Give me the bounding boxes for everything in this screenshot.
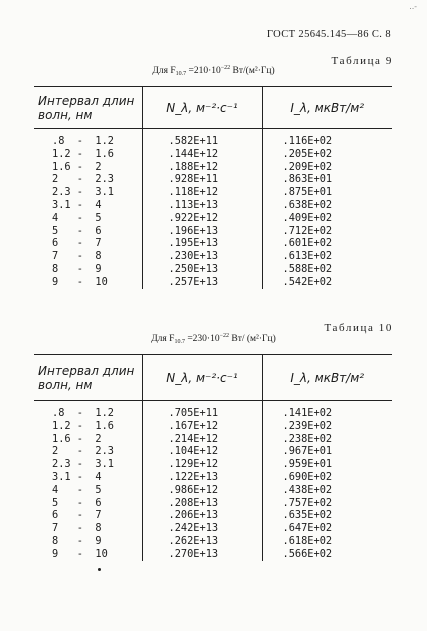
caption-value: =210·10: [186, 66, 221, 76]
table-row: [34, 263, 392, 276]
cell-interval: 8 - 9: [52, 534, 102, 547]
header-photon-flux: N_λ, м⁻²·с⁻¹: [142, 87, 262, 129]
corner-mark: ..-: [409, 2, 417, 11]
table-body: [34, 401, 392, 561]
table-row: [34, 237, 392, 250]
cell-intensity: .613E+02: [262, 250, 392, 263]
table-caption: [0, 333, 427, 345]
cell-interval: 9 - 10: [52, 275, 108, 288]
caption-exponent: −22: [219, 333, 229, 339]
caption-subscript: 10.7: [174, 339, 185, 345]
cell-photon-flux: .144E+12: [142, 148, 262, 161]
cell-interval: 2.3 - 3.1: [52, 186, 114, 199]
table-row: [34, 250, 392, 263]
cell-photon-flux: .196E+13: [142, 225, 262, 238]
cell-interval: 2 - 2.3: [52, 445, 114, 458]
header-interval: Интервал длин волн, нм: [34, 87, 142, 129]
table-row: [34, 401, 392, 420]
table-row: [34, 535, 392, 548]
cell-photon-flux: .270E+13: [142, 548, 262, 561]
cell-interval: 5 - 6: [52, 224, 102, 237]
table-row: [34, 420, 392, 433]
header-intensity: I_λ, мкВт/м²: [262, 355, 392, 401]
cell-intensity: .638E+02: [262, 199, 392, 212]
cell-intensity: .967E+01: [262, 445, 392, 458]
table-label: Таблица 9: [331, 55, 393, 67]
header-intensity: I_λ, мкВт/м²: [262, 87, 392, 129]
table-row: [34, 225, 392, 238]
cell-photon-flux: .214E+12: [142, 433, 262, 446]
cell-photon-flux: .230E+13: [142, 250, 262, 263]
cell-intensity: .863E+01: [262, 173, 392, 186]
table-header-row: [34, 355, 392, 401]
cell-intensity: .409E+02: [262, 212, 392, 225]
cell-interval: 1.2 - 1.6: [52, 147, 114, 160]
caption-prefix: Для F: [151, 334, 175, 344]
cell-intensity: .690E+02: [262, 471, 392, 484]
cell-photon-flux: .167E+12: [142, 420, 262, 433]
caption-value: =230·10: [184, 334, 220, 344]
cell-intensity: .635E+02: [262, 509, 392, 522]
table-row: [34, 276, 392, 289]
cell-intensity: .566E+02: [262, 548, 392, 561]
caption-subscript: 10.7: [175, 71, 187, 77]
cell-photon-flux: .206E+13: [142, 509, 262, 522]
table-row: [34, 161, 392, 174]
cell-intensity: .618E+02: [262, 535, 392, 548]
table-row: [34, 212, 392, 225]
cell-intensity: .959E+01: [262, 458, 392, 471]
table-row: [34, 186, 392, 199]
table-row: [34, 471, 392, 484]
data-table: [34, 86, 392, 289]
cell-interval: 7 - 8: [52, 250, 102, 263]
header-interval: Интервал длин волн, нм: [34, 355, 142, 401]
cell-photon-flux: .257E+13: [142, 276, 262, 289]
table-row: [34, 173, 392, 186]
cell-intensity: .647E+02: [262, 522, 392, 535]
table-row: [34, 199, 392, 212]
table-label: Таблица 10: [324, 322, 393, 334]
cell-interval: 3.1 - 4: [52, 198, 102, 211]
cell-intensity: .141E+02: [262, 401, 392, 420]
cell-interval: 1.2 - 1.6: [52, 419, 114, 432]
cell-photon-flux: .705E+11: [142, 401, 262, 420]
table-row: [34, 509, 392, 522]
cell-photon-flux: .922E+12: [142, 212, 262, 225]
table-row: [34, 433, 392, 446]
cell-interval: 4 - 5: [52, 483, 102, 496]
table-row: [34, 129, 392, 148]
cell-interval: 3.1 - 4: [52, 470, 102, 483]
table-row: [34, 497, 392, 510]
cell-photon-flux: .118E+12: [142, 186, 262, 199]
cell-intensity: .601E+02: [262, 237, 392, 250]
cell-photon-flux: .208E+13: [142, 497, 262, 510]
cell-photon-flux: .928E+11: [142, 173, 262, 186]
cell-intensity: .438E+02: [262, 484, 392, 497]
cell-interval: 2.3 - 3.1: [52, 458, 114, 471]
cell-intensity: .588E+02: [262, 263, 392, 276]
cell-interval: 2 - 2.3: [52, 173, 114, 186]
caption-unit: Вт/(м²·Гц): [230, 66, 275, 76]
cell-photon-flux: .129E+12: [142, 458, 262, 471]
cell-intensity: .238E+02: [262, 433, 392, 446]
cell-intensity: .875E+01: [262, 186, 392, 199]
data-table: [34, 354, 392, 561]
ink-dot: [98, 568, 101, 571]
cell-interval: .8 - 1.2: [52, 135, 114, 147]
table-row: [34, 484, 392, 497]
cell-interval: 1.6 - 2: [52, 432, 102, 445]
cell-interval: 5 - 6: [52, 496, 102, 509]
cell-intensity: .712E+02: [262, 225, 392, 238]
cell-photon-flux: .986E+12: [142, 484, 262, 497]
cell-photon-flux: .250E+13: [142, 263, 262, 276]
cell-interval: 1.6 - 2: [52, 160, 102, 173]
table-row: [34, 548, 392, 561]
cell-intensity: .542E+02: [262, 276, 392, 289]
cell-interval: 7 - 8: [52, 522, 102, 535]
caption-prefix: Для F: [152, 66, 176, 76]
table-row: [34, 445, 392, 458]
cell-interval: 4 - 5: [52, 211, 102, 224]
table-row: [34, 148, 392, 161]
cell-interval: 6 - 7: [52, 509, 102, 522]
table-header-row: [34, 87, 392, 129]
cell-photon-flux: .122E+13: [142, 471, 262, 484]
cell-interval: 6 - 7: [52, 237, 102, 250]
cell-intensity: .116E+02: [262, 129, 392, 148]
cell-photon-flux: .188E+12: [142, 161, 262, 174]
cell-photon-flux: .104E+12: [142, 445, 262, 458]
cell-intensity: .205E+02: [262, 148, 392, 161]
cell-intensity: .239E+02: [262, 420, 392, 433]
cell-photon-flux: .113E+13: [142, 199, 262, 212]
cell-interval: 8 - 9: [52, 262, 102, 275]
table-row: [34, 522, 392, 535]
caption-exponent: −22: [220, 65, 231, 71]
cell-photon-flux: .262E+13: [142, 535, 262, 548]
cell-photon-flux: .195E+13: [142, 237, 262, 250]
table-caption: [0, 65, 427, 77]
header-photon-flux: N_λ, м⁻²·с⁻¹: [142, 355, 262, 401]
cell-interval: 9 - 10: [52, 547, 108, 560]
page-header: ГОСТ 25645.145—86 С. 8: [266, 29, 391, 40]
table-body: [34, 129, 392, 289]
cell-interval: .8 - 1.2: [52, 407, 114, 419]
cell-photon-flux: .242E+13: [142, 522, 262, 535]
cell-photon-flux: .582E+11: [142, 129, 262, 148]
cell-intensity: .209E+02: [262, 161, 392, 174]
cell-intensity: .757E+02: [262, 497, 392, 510]
caption-unit: Вт/ (м²·Гц): [228, 334, 276, 344]
table-row: [34, 458, 392, 471]
